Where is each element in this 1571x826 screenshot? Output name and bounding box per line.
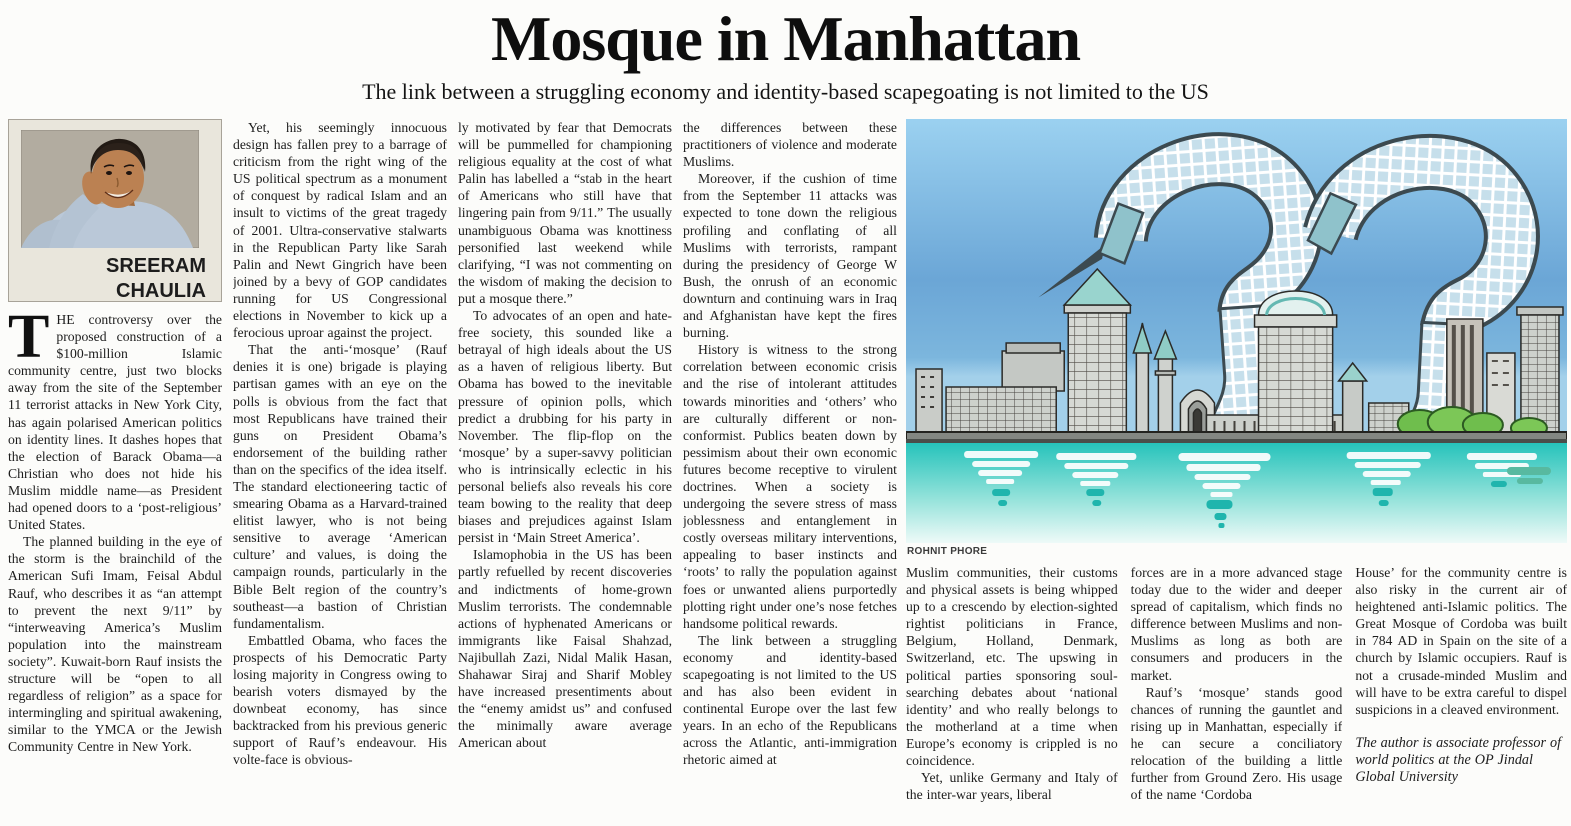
column-text — [233, 119, 447, 769]
right-column-group — [906, 564, 1567, 814]
article-paragraph: Rauf’s ‘mosque’ stands good chances of running the gauntlet and rising up in Manhattan, especially if he can secure a conciliatory relocation of the building a little further from Ground Zero. His usage of the name ‘Cordoba — [1130, 684, 1343, 803]
masthead — [0, 0, 1571, 106]
article-paragraph: the differences between these practitioners of violence and moderate Muslims. — [683, 120, 897, 170]
author-name — [21, 248, 208, 304]
article-paragraph: Embattled Obama, who faces the prospects of his Democratic Party losing majority in Congress owing to bearish voters dismayed by the downbeat economy, has since backtracked from his previous generic support of Rauf’s endeavour. His volte-face is obvious- — [233, 632, 447, 768]
column-text — [458, 119, 672, 751]
article-paragraph: To advocates of an open and hate-free society, this sounded like a betrayal of high ideals about the US as a haven of religious liberty. But Obama has bowed to the inevitable pressure of opinion polls, which predict a drubbing for his party in November. The flip-flop on the ‘mosque’ by a super-savvy politician who is intrinsically eclectic in his personal beliefs also reveals his core team bowing to the reality that deep biases and prejudices against Islam persist in ‘Main Street America’. — [458, 308, 672, 546]
article-column — [8, 119, 222, 819]
article-paragraph: forces are in a more advanced stage today due to the wider and deeper spread of capitalism, which finds no difference between Muslims and non-Muslims as long as both are consumers and producers in the market. — [1130, 565, 1343, 683]
column-text — [1131, 564, 1343, 803]
author-photo — [21, 130, 199, 248]
column-text — [1355, 564, 1567, 786]
article-paragraph: History is witness to the strong correlation between economic crisis and the rise of intolerant attitudes towards minorities and ‘others’ who are culturally different or non-conformist. Publics beaten down by pessimism about their own economic futures become receptive to virulent doctrines. When a society is undergoing the severe stress of mass joblessness and entanglement in costly overseas military interventions, appealing to baser instincts and ‘roots’ to rally the population against foes or unwanted aliens purportedly plotting right under one’s nose fetches handsome political rewards. — [683, 342, 897, 631]
left-column-group — [8, 119, 897, 819]
column-text — [8, 303, 222, 755]
article-paragraph: Islamophobia in the US has been partly refuelled by recent discoveries and indictments of home-grown Muslim terrorists. The condemnable actions of hyphenated Americans or immigrants like Faisal Shahzad, Najibullah Zazi, Nidal Malik Hasan, Shahawar Siraj and Sharif Mobley have increased presentiments about the “enemy amidst us” and confused the minimally aware average American about — [458, 547, 672, 751]
article-paragraph: House’ for the community centre is also risky in the current air of heightened anti-Islamic politics. The Great Mosque of Cordoba was built in 784 AD in Spain on the site of a church by Islamic occupiers. Rauf is not a crusade-minded Muslim and will have to be extra careful to dispel suspicions in a cleaved environment. — [1355, 565, 1568, 717]
article-standfirst: The link between a struggling economy and identity-based scapegoating is not limited to the US — [362, 79, 1209, 104]
article-body — [0, 106, 1571, 819]
article-paragraph: Yet, his seemingly innocuous design has fallen prey to a barrage of criticism from the right wing of the US political spectrum as a monument of conquest by radical Islam and an insult to victims of the great tragedy of 2001. Ultra-conservative stalwarts in the Republican Party like Sarah Palin and Newt Gingrich have been joined by a bevy of GOP candidates running for US Congressional elections in November to kick up a ferocious uproar against the project. — [233, 120, 447, 341]
article-column — [458, 119, 672, 819]
article-paragraph: Muslim communities, their customs and physical assets is being whipped up to a crescendo by election-sighted rightist politicians in France, Belgium, Holland, Denmark, Switzerland, etc. The upswing in political parties sponsoring soul-searching debates about ‘national identity’ and who really belongs to the motherland at a time when Europe’s economy is crippled is no coincidence. — [906, 565, 1118, 769]
illustration-credit: ROHNIT PHORE — [907, 546, 988, 557]
article-paragraph: Yet, unlike Germany and Italy of the inter-war years, liberal — [906, 770, 1118, 803]
author-byline: The author is associate professor of world politics at the OP Jindal Global University — [1355, 734, 1562, 786]
article-headline: Mosque in Manhattan — [490, 3, 1081, 74]
author-name-line: SREERAM — [105, 255, 206, 277]
author-box — [8, 119, 222, 302]
article-column — [1355, 564, 1567, 814]
article-column — [233, 119, 447, 819]
article-column — [906, 564, 1118, 814]
column-text — [683, 119, 897, 769]
article-paragraph: The planned building in the eye of the storm is the brainchild of the American Sufi Imam, Feisal Abdul Rauf, who describes it as “an attempt to prevent the next 9/11” by “interweaving America’s Muslim population into the mainstream society”. Kuwait-born Rauf insists the structure will be “open to all regardless of religion” as a space for intermingling and spiritual awakening, similar to the YMCA or the Jewish Community Centre in New York. — [8, 534, 222, 755]
article-paragraph: ly motivated by fear that Democrats will be pummelled for championing religious equality at the cost of what Palin has labelled a “stab in the heart of Americans who still have that lingering pain from 9/11.” The usually unambiguous Obama was knottiness personified last weekend while clarifying, “I was not commenting on the wisdom of making the decision to put a mosque there.” — [458, 120, 672, 306]
column-text — [906, 564, 1118, 803]
right-section — [906, 119, 1567, 819]
author-name-line: CHAULIA — [116, 280, 206, 302]
article-paragraph: That the anti-‘mosque’ (Rauf denies it is one) brigade is playing partisan games with an eye on the polls is obvious from the fact that most Republicans have trained their guns on President Obama’s endorsement of the building rather than on the specifics of the idea itself. The standard electioneering tactic of smearing Obama as a Harvard-trained elitist lawyer, who is not being sensitive to average ‘American culture’ and values, is doing the campaign rounds, particularly in the Bible Belt region of the country’s southeast—a bastion of Christian fundamentalism. — [233, 342, 447, 631]
article-paragraph: The link between a struggling economy and identity-based scapegoating is not limited to the US and has also been evident in continental Europe over the last few years. In an echo of the Republicans across the Atlantic, anti-immigration rhetoric aimed at — [683, 632, 897, 768]
article-paragraph: Moreover, if the cushion of time from the September 11 attacks was expected to tone down the religious profiling and conflating of all Muslims with terrorists, rampant during the presidency of George W Bush, the onrush of an economic downturn and continuing wars in Iraq and Afghanistan have kept the fires burning. — [683, 171, 897, 341]
article-column — [1131, 564, 1343, 814]
drop-cap: T — [8, 303, 50, 371]
editorial-cartoon-question-mark-skyline — [906, 119, 1567, 543]
article-column — [683, 119, 897, 819]
article-paragraph: THE controversy over the proposed construction of a $100-million Islamic community centre, just two blocks away from the site of the September 11 terrorist attacks in New York City, has again polarised American politics on identity lines. It dashes hopes that the election of Barack Obama—a Christian who does not hide his Muslim middle name—as President had opened doors to a ‘post-religious’ United States. — [8, 303, 222, 533]
